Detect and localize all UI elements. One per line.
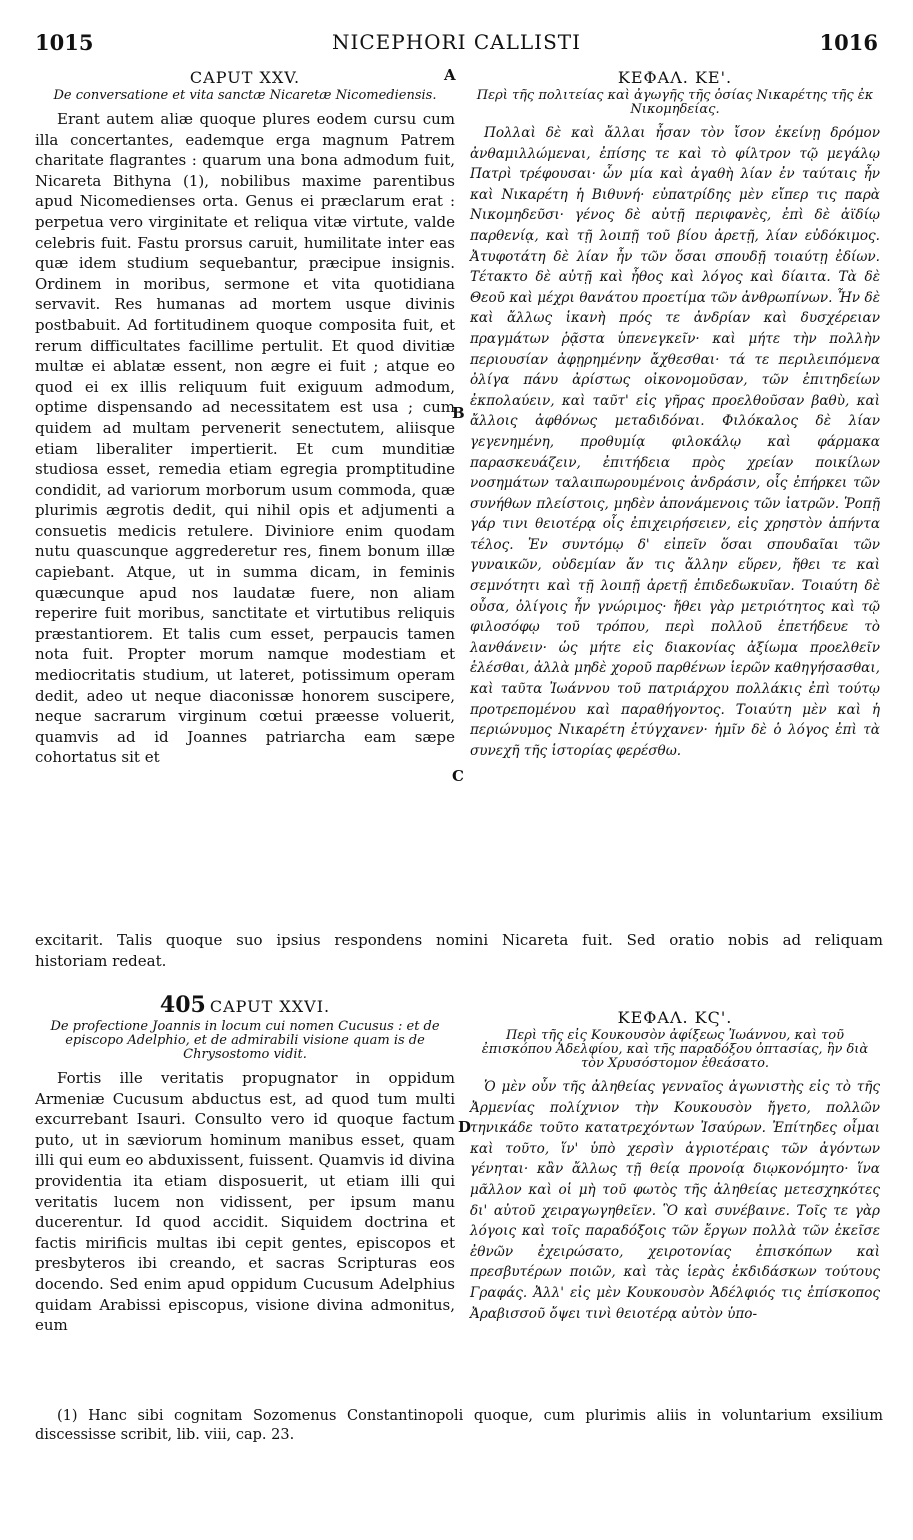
cap25-latin-title: CAPUT XXV.: [189, 68, 301, 87]
cap26-greek-title: ΚΕΦΑΛ. ΚϚ'.: [617, 1008, 733, 1027]
cap25-greek-subtitle: Περὶ τῆς πολιτείας καὶ ἀγωγῆς τῆς ὁσίας Νικαρέτης τῆς ἐκ Νικομηδείας.: [476, 88, 874, 117]
cap25-greek-column: [470, 68, 880, 761]
cap25-greek-text: Πολλαὶ δὲ καὶ ἄλλαι ἦσαν τὸν ἴσον ἐκείνῃ δρόμον ἀνθαμιλλώμεναι, ἐπίσης τε καὶ τὸ φίλτρον τῷ μεγάλῳ Πατρὶ τρέφουσαι· ὧν μία καὶ ἀγαθὴ λίαν ἐν ταύταις ἦν καὶ Νικαρέτη ἡ Βιθυνή· εὐπατρίδης μὲν εἴπερ τις παρὰ Νικομηδεῦσι· γένος δὲ αὐτῇ περιφανὲς, ἐπὶ δὲ ἀϊδίῳ παρθενίᾳ, καὶ τῇ λοιπῇ τοῦ βίου ἀρετῇ, λίαν εὐδόκιμος. Ἀτυφοτάτη δὲ λίαν ἦν τῶν ὅσαι σπουδῇ τοιαύτῃ ἐδίων. Τέτακτο δὲ αὐτῇ καὶ ἦθος καὶ λόγος καὶ δίαιτα. Τὰ δὲ Θεοῦ καὶ μέχρι θανάτου προετίμα τῶν ἀνθρωπίνων. Ἦν δὲ καὶ ἄλλως ἱκανὴ πρός τε ἀνδρίαν καὶ δυσχέρειαν πραγμάτων ῥᾷστα ὑπενεγκεῖν· καὶ μήτε τὴν πολλὴν περιουσίαν ἀφῃρημένην ἄχθεσθαι· τά τε περιλειπόμενα ὀλίγα πάνυ ἀρίστως οἰκονομοῦσαν, τῶν ἐπιτηδείων ἐκπολαύειν, καὶ ταῦτ' εἰς γῆρας προελθοῦσαν βαθὺ, καὶ ἄλλοις ἀφθόνως μεταδιδόναι. Φιλόκαλος δὲ λίαν γεγενημένη, προθυμίᾳ φιλοκάλῳ καὶ φάρμακα παρασκευάζειν, ἐπιτήδεια πρὸς χρείαν ποικίλων νοσημάτων ταλαιπωρουμένοις ἀνδράσιν, οἷς ἐπήρκει τῶν συνήθων πλείστοις, μηδὲν ἀπονάμενοις τῶν ἰατρῶν. Ῥοπῇ γάρ τινι θειοτέρᾳ οἷς ἐπιχειρήσειεν, εἰς χρηστὸν ἀπήντα τέλος. Ἐν συντόμῳ δ' εἰπεῖν ὅσαι σπουδαῖαι τῶν γυναικῶν, οὐδεμίαν ἄν τις ἄλλην εὕρεν, ἤθει τε καὶ σεμνότητι καὶ τῇ λοιπῇ ἀρετῇ ἐπιδεδωκυῖαν. Τοιαύτη δὲ οὖσα, ὀλίγοις ἦν γνώριμος· ἤθει γὰρ μετριότητος καὶ τῷ φιλοσόφῳ τοῦ τρόπου, περὶ πολλοῦ ἐπετήδευε τὸ λανθάνειν· ὡς μήτε εἰς διακονίας ἀξίωμα προελθεῖν ἑλέσθαι, ἀλλὰ μηδὲ χοροῦ παρθένων ἱερῶν καθηγήσασθαι, καὶ ταῦτα Ἰωάννου τοῦ πατριάρχου πολλάκις ἐπὶ τούτῳ προτρεπομένου καὶ παραθήγοντος. Τοιαύτη μὲν καὶ ἡ περιώνυμος Νικαρέτη ἐτύγχανεν· ἡμῖν δὲ ὁ λόγος ἐπὶ τὰ συνεχῆ τῆς ἱστορίας φερέσθω.: [470, 125, 880, 759]
margin-marker-b: B: [452, 404, 465, 422]
margin-marker-c: C: [452, 767, 464, 785]
page-header: [35, 30, 878, 60]
cap26-latin-title: [35, 992, 455, 1018]
cap26-latin-text: Fortis ille veritatis propugnator in oppidum Armeniæ Cucusum abductus est, ad quod tum multi excurrebant Isauri. Consulto vero id quoque factum puto, ut in sæviorum hominum manibus esset, quam illi qui eum eo abduxissent, fuissent. Quamvis id divina providentia ita etiam disposuerit, ut etiam illi qui veritatis lucem non vidissent, per ipsum manu ducerentur. Id quod accidit. Siquidem doctrina et factis mirificis multas ibi cepit gentes, episcopos et presbyteros ibi creando, et sacras Scripturas eos docendo. Sed enim apud oppidum Cucusum Adelphius quidam Arabissi episcopus, visione divina admonitus, eum: [35, 1069, 455, 1335]
cap25-latin-column: [35, 68, 455, 768]
cap25-latin-subtitle: De conversatione et vita sanctæ Nicaretæ Nicomediensis.: [53, 88, 437, 103]
cap25-latin-text: Erant autem aliæ quoque plures eodem cursu cum illa concertantes, eademque erga magnum Patrem charitate flagrantes : quarum una bona admodum fuit, Nicareta Bithyna (1), nobilibus maxime parentibus apud Nicomedienses orta. Genus ei præclarum erat : perpetua vero virginitate et reliqua vitæ virtute, valde celebris fuit. Fastu prorsus caruit, humilitate inter eas quæ idem studium sequebantur, præcipue insignis. Ordinem in moribus, sermone et vita quotidiana servavit. Res humanas ad mortem usque divinis postbabuit. Ad fortitudinem quoque composita fuit, et rerum difficultates facillime pertulit. Et quod divitiæ multæ ei ablatæ essent, non ægre ei fuit ; atque eo quod ei ex illis reliquum fuit exiguum admodum, optime dispensando ad necessitatem est usa ; cum quidem ad multam pervenerit senectutem, aliisque etiam liberaliter impertierit. Et cum munditiæ studiosa esset, remedia etiam egregia promptitudine condidit, ad variorum morborum usum commoda, quæ plurimis ægrotis dedit, qui nihil opis et adjumenti a consuetis medicis retulere. Diviniore enim quodam nutu quascunque aggrederetur res, finem bonum illæ capiebant. Atque, ut in summa dicam, in feminis quæcunque apud nos laudatæ fuere, non aliam reperire fuit moribus, sanctitate et virtutibus reliquis præstantiorem. Et talis cum esset, perpaucis tamen nota fuit. Propter morum namque modestiam et mediocritatis studium, ut lateret, potissimum operam dedit, adeo ut neque diaconissæ honorem suscipere, neque sacrarum virginum cœtui præesse voluerit, quamvis ad id Joannes patriarcha eam sæpe cohortatus sit et: [35, 110, 455, 767]
cap26-latin-column: [35, 992, 455, 1336]
cap25-greek-title: ΚΕΦΑΛ. ΚΕ'.: [617, 68, 733, 87]
margin-marker-a: A: [444, 66, 456, 84]
cap25-final-line: historiam redeat.: [35, 952, 167, 970]
cap26-greek-text: Ὁ μὲν οὖν τῆς ἀληθείας γενναῖος ἀγωνιστὴς εἰς τὸ τῆς Ἀρμενίας πολίχνιον τὴν Κουκουσὸν ἤγετο, πολλῶν τηνικάδε τοῦτο κατατρεχόντων Ἰσαύρων. Ἐπίτηδες οἶμαι καὶ τοῦτο, ἵν' ὑπὸ χερσὶν ἀγριοτέραις τῶν ἀγόντων γένηται· κἂν ἄλλως τῇ θείᾳ προνοίᾳ διῳκονόμητο· ἵνα μᾶλλον καὶ οἱ μὴ τοῦ φωτὸς τῆς ἀληθείας μετεσχηκότες δι' αὐτοῦ χειραγωγηθεῖεν. Ὃ καὶ συνέβαινε. Τοῖς τε γὰρ λόγοις καὶ τοῖς παραδόξοις τῶν ἔργων πολλὰ τῶν ἐκεῖσε ἐθνῶν ἐχειρώσατο, χειροτονίας ἐπισκόπων καὶ πρεσβυτέρων ποιῶν, καὶ τὰς ἱερὰς ἐκδιδάσκων τούτους Γραφάς. Ἀλλ' εἰς μὲν Κουκουσὸν Ἀδέλφιός τις ἐπίσκοπος Ἀραβισσοῦ ὄψει τινὶ θειοτέρᾳ αὐτὸν ὑπο-: [470, 1079, 880, 1322]
margin-marker-d: D: [458, 1118, 472, 1136]
running-title: NICEPHORI CALLISTI: [331, 30, 582, 54]
footnote: (1) Hanc sibi cognitam Sozomenus Constantinopoli quoque, cum plurimis aliis in voluntarium exsilium discessisse scribit, lib. viii, cap. 23.: [35, 1408, 883, 1443]
page-number-left: 1015: [35, 30, 94, 55]
cap25-spanning-line: excitarit. Talis quoque suo ipsius respondens nomini Nicareta fuit. Sed oratio nobis ad reliquam: [35, 931, 883, 949]
col-number-405: 405: [159, 992, 206, 1018]
cap26-latin-title-text: CAPUT XXVI.: [209, 997, 331, 1016]
cap26-greek-subtitle: Περὶ τῆς εἰς Κουκουσὸν ἀφίξεως Ἰωάννου, καὶ τοῦ ἐπισκόπου Ἀδελφίου, καὶ τῆς παραδόξου ὀπτασίας, ἣν διὰ τὸν Χρυσόστομον ἐθεάσατο.: [481, 1028, 869, 1071]
cap26-latin-subtitle: De profectione Joannis in locum cui nomen Cucusus : et de episcopo Adelphio, et de admirabili visione quam is de Chrysostomo vidit.: [50, 1019, 440, 1062]
page-number-right: 1016: [819, 30, 878, 55]
cap26-greek-column: [470, 1008, 880, 1324]
